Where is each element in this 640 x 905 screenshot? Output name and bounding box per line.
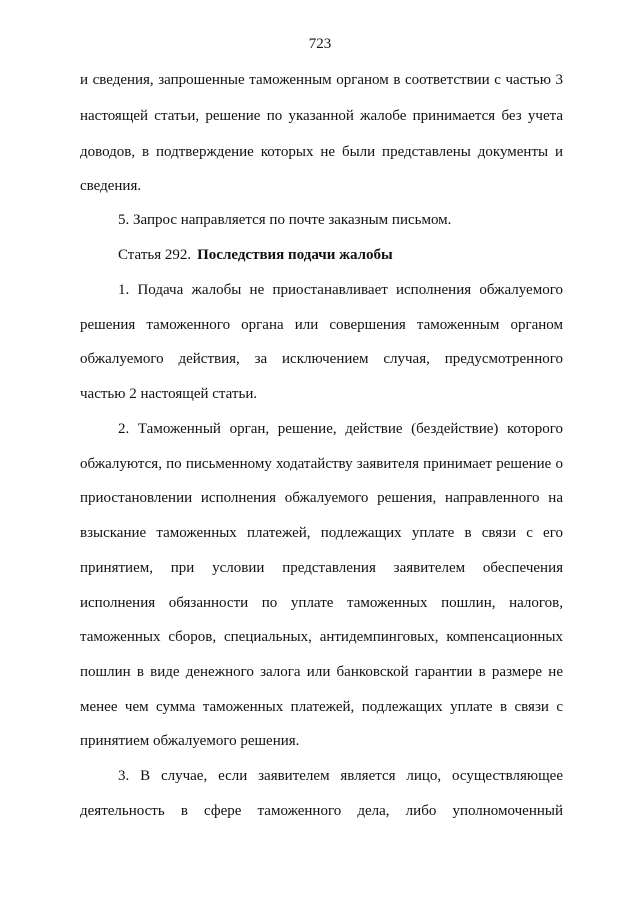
continuation-line-2: настоящей статьи, решение по указанной жалобе принимается без учета	[80, 108, 563, 124]
paragraph-3-line-2: деятельность в сфере таможенного дела, либо уполномоченный	[80, 803, 563, 819]
paragraph-2-line-8: пошлин в виде денежного залога или банковской гарантии в размере не	[80, 664, 563, 680]
paragraph-2-line-5: принятием, при условии представления заявителем обеспечения	[80, 560, 563, 576]
paragraph-1-line-3: обжалуемого действия, за исключением случая, предусмотренного	[80, 351, 563, 367]
article-label: Статья 292.	[118, 247, 192, 263]
page-number: 723	[308, 36, 332, 52]
paragraph-2-line-6: исполнения обязанности по уплате таможенных пошлин, налогов,	[80, 595, 563, 611]
article-title: Последствия подачи жалобы	[197, 247, 393, 263]
paragraph-1-line-1: 1. Подача жалобы не приостанавливает исполнения обжалуемого	[118, 282, 563, 298]
paragraph-2-line-10: принятием обжалуемого решения.	[80, 733, 300, 749]
paragraph-1-line-2: решения таможенного органа или совершения таможенным органом	[80, 317, 563, 333]
continuation-line-4: сведения.	[80, 178, 142, 194]
paragraph-2-line-1: 2. Таможенный орган, решение, действие (бездействие) которого	[118, 421, 563, 437]
paragraph-2-line-9: менее чем сумма таможенных платежей, подлежащих уплате в связи с	[80, 699, 563, 715]
item-5-text: 5. Запрос направляется по почте заказным письмом.	[118, 212, 452, 228]
paragraph-1-line-4: частью 2 настоящей статьи.	[80, 386, 258, 402]
paragraph-3-line-1: 3. В случае, если заявителем является лицо, осуществляющее	[118, 768, 563, 784]
continuation-line-1: и сведения, запрошенные таможенным органом в соответствии с частью 3	[80, 72, 563, 88]
paragraph-2-line-4: взыскание таможенных платежей, подлежащих уплате в связи с его	[80, 525, 563, 541]
article-heading	[118, 245, 563, 265]
paragraph-2-line-3: приостановлении исполнения обжалуемого решения, направленного на	[80, 490, 563, 506]
paragraph-2-line-7: таможенных сборов, специальных, антидемпинговых, компенсационных	[80, 629, 563, 645]
continuation-line-3: доводов, в подтверждение которых не были представлены документы и	[80, 144, 563, 160]
paragraph-2-line-2: обжалуются, по письменному ходатайству заявителя принимает решение о	[80, 456, 563, 472]
